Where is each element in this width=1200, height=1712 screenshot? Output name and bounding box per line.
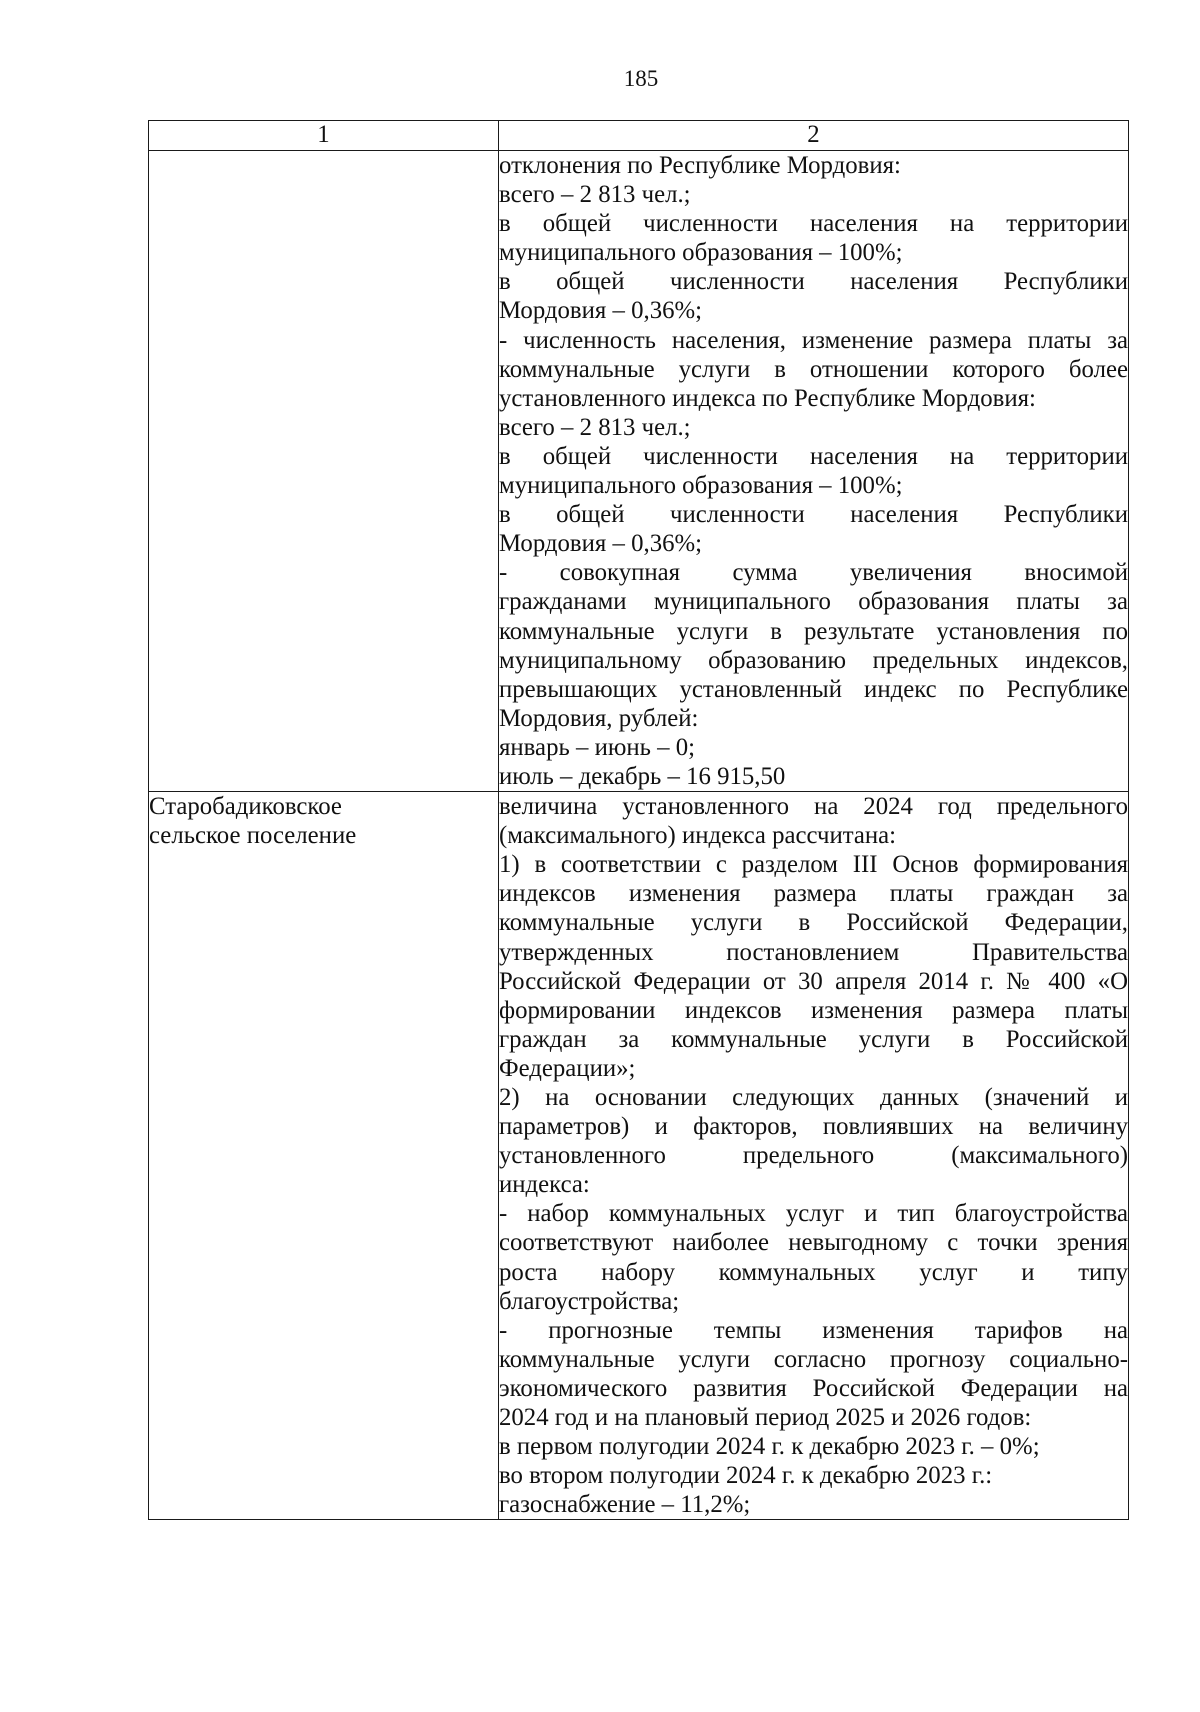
text-line: сельское поселение [149,822,357,850]
text-line: в первом полугодии 2024 г. к декабрю 2023 г. – 0%; [499,1433,1040,1461]
text-line: 2024 год и на плановый период 2025 и 2026 годов: [499,1404,1032,1432]
text-line: июль – декабрь – 16 915,50 [499,762,786,790]
text-line: газоснабжение – 11,2%; [499,1491,751,1519]
text-line: отклонения по Республике Мордовия: [499,152,901,179]
text-line: индекса: [499,1171,590,1199]
text-line: Старобадиковское [149,793,342,821]
text-line: - набор коммунальных услуг и тип благоустройства [499,1200,1128,1228]
text-line: Федерации»; [499,1054,636,1082]
text-line: параметров) и факторов, повлиявших на величину [499,1113,1128,1141]
text-line: гражданами муниципального образования платы за [499,588,1128,616]
table-header-row [149,121,1129,151]
municipality-cell [149,151,499,792]
text-line: Мордовия, рублей: [499,704,699,732]
text-line: во втором полугодии 2024 г. к декабрю 2023 г.: [499,1462,993,1490]
text-line: установленного предельного (максимального) [499,1142,1128,1170]
text-line: - совокупная сумма увеличения вносимой [499,559,1128,587]
text-line: граждан за коммунальные услуги в Российской [499,1025,1128,1053]
text-line: формировании индексов изменения размера платы [499,996,1128,1024]
text-line: индексов изменения размера платы граждан за [499,880,1128,908]
text-line: в общей численности населения Республики [499,268,1128,296]
text-line: коммунальные услуги в отношении которого более [499,355,1128,383]
text-line: роста набору коммунальных услуг и типу [499,1258,1128,1286]
text-line: в общей численности населения Республики [499,501,1128,529]
text-line: в общей численности населения на территории [499,210,1128,238]
text-line: величина установленного на 2024 год предельного [499,793,1128,821]
column-header-1: 1 [149,121,499,151]
text-line: коммунальные услуги в Российской Федерации, [499,909,1128,937]
text-line: муниципальному образованию предельных индексов, [499,646,1128,674]
text-line: утвержденных постановлением Правительства [499,938,1128,966]
text-line: муниципального образования – 100%; [499,239,903,267]
table-row [149,792,1129,1520]
description-cell [499,151,1129,792]
text-line: коммунальные услуги согласно прогнозу социально- [499,1345,1128,1373]
page-number: 185 [623,66,659,91]
column-header-2: 2 [499,121,1129,151]
text-line: превышающих установленный индекс по Республике [499,675,1128,703]
text-line: муниципального образования – 100%; [499,472,903,500]
text-line: установленного индекса по Республике Мордовия: [499,384,1036,412]
municipality-cell [149,792,499,1520]
text-line: 2) на основании следующих данных (значений и [499,1084,1128,1111]
text-line: в общей численности населения на территории [499,442,1128,470]
text-line: Российской Федерации от 30 апреля 2014 г. № 400 «О [499,967,1128,995]
text-line: - численность населения, изменение размера платы за [499,326,1128,354]
text-line: коммунальные услуги в результате установления по [499,617,1128,645]
text-line: Мордовия – 0,36%; [499,297,703,325]
text-line: всего – 2 813 чел.; [499,413,691,441]
text-line: всего – 2 813 чел.; [499,181,691,209]
text-line: благоустройства; [499,1287,680,1315]
text-line: экономического развития Российской Федерации на [499,1374,1128,1402]
data-table [148,120,1129,1520]
text-line: (максимального) индекса рассчитана: [499,822,897,850]
text-line: 1) в соответствии с разделом III Основ формирования [499,851,1128,879]
text-line: Мордовия – 0,36%; [499,530,703,558]
text-line: соответствуют наиболее невыгодному с точки зрения [499,1229,1128,1257]
description-cell [499,792,1129,1520]
text-line: - прогнозные темпы изменения тарифов на [499,1316,1128,1344]
text-line: январь – июнь – 0; [499,733,696,761]
table-row [149,151,1129,792]
